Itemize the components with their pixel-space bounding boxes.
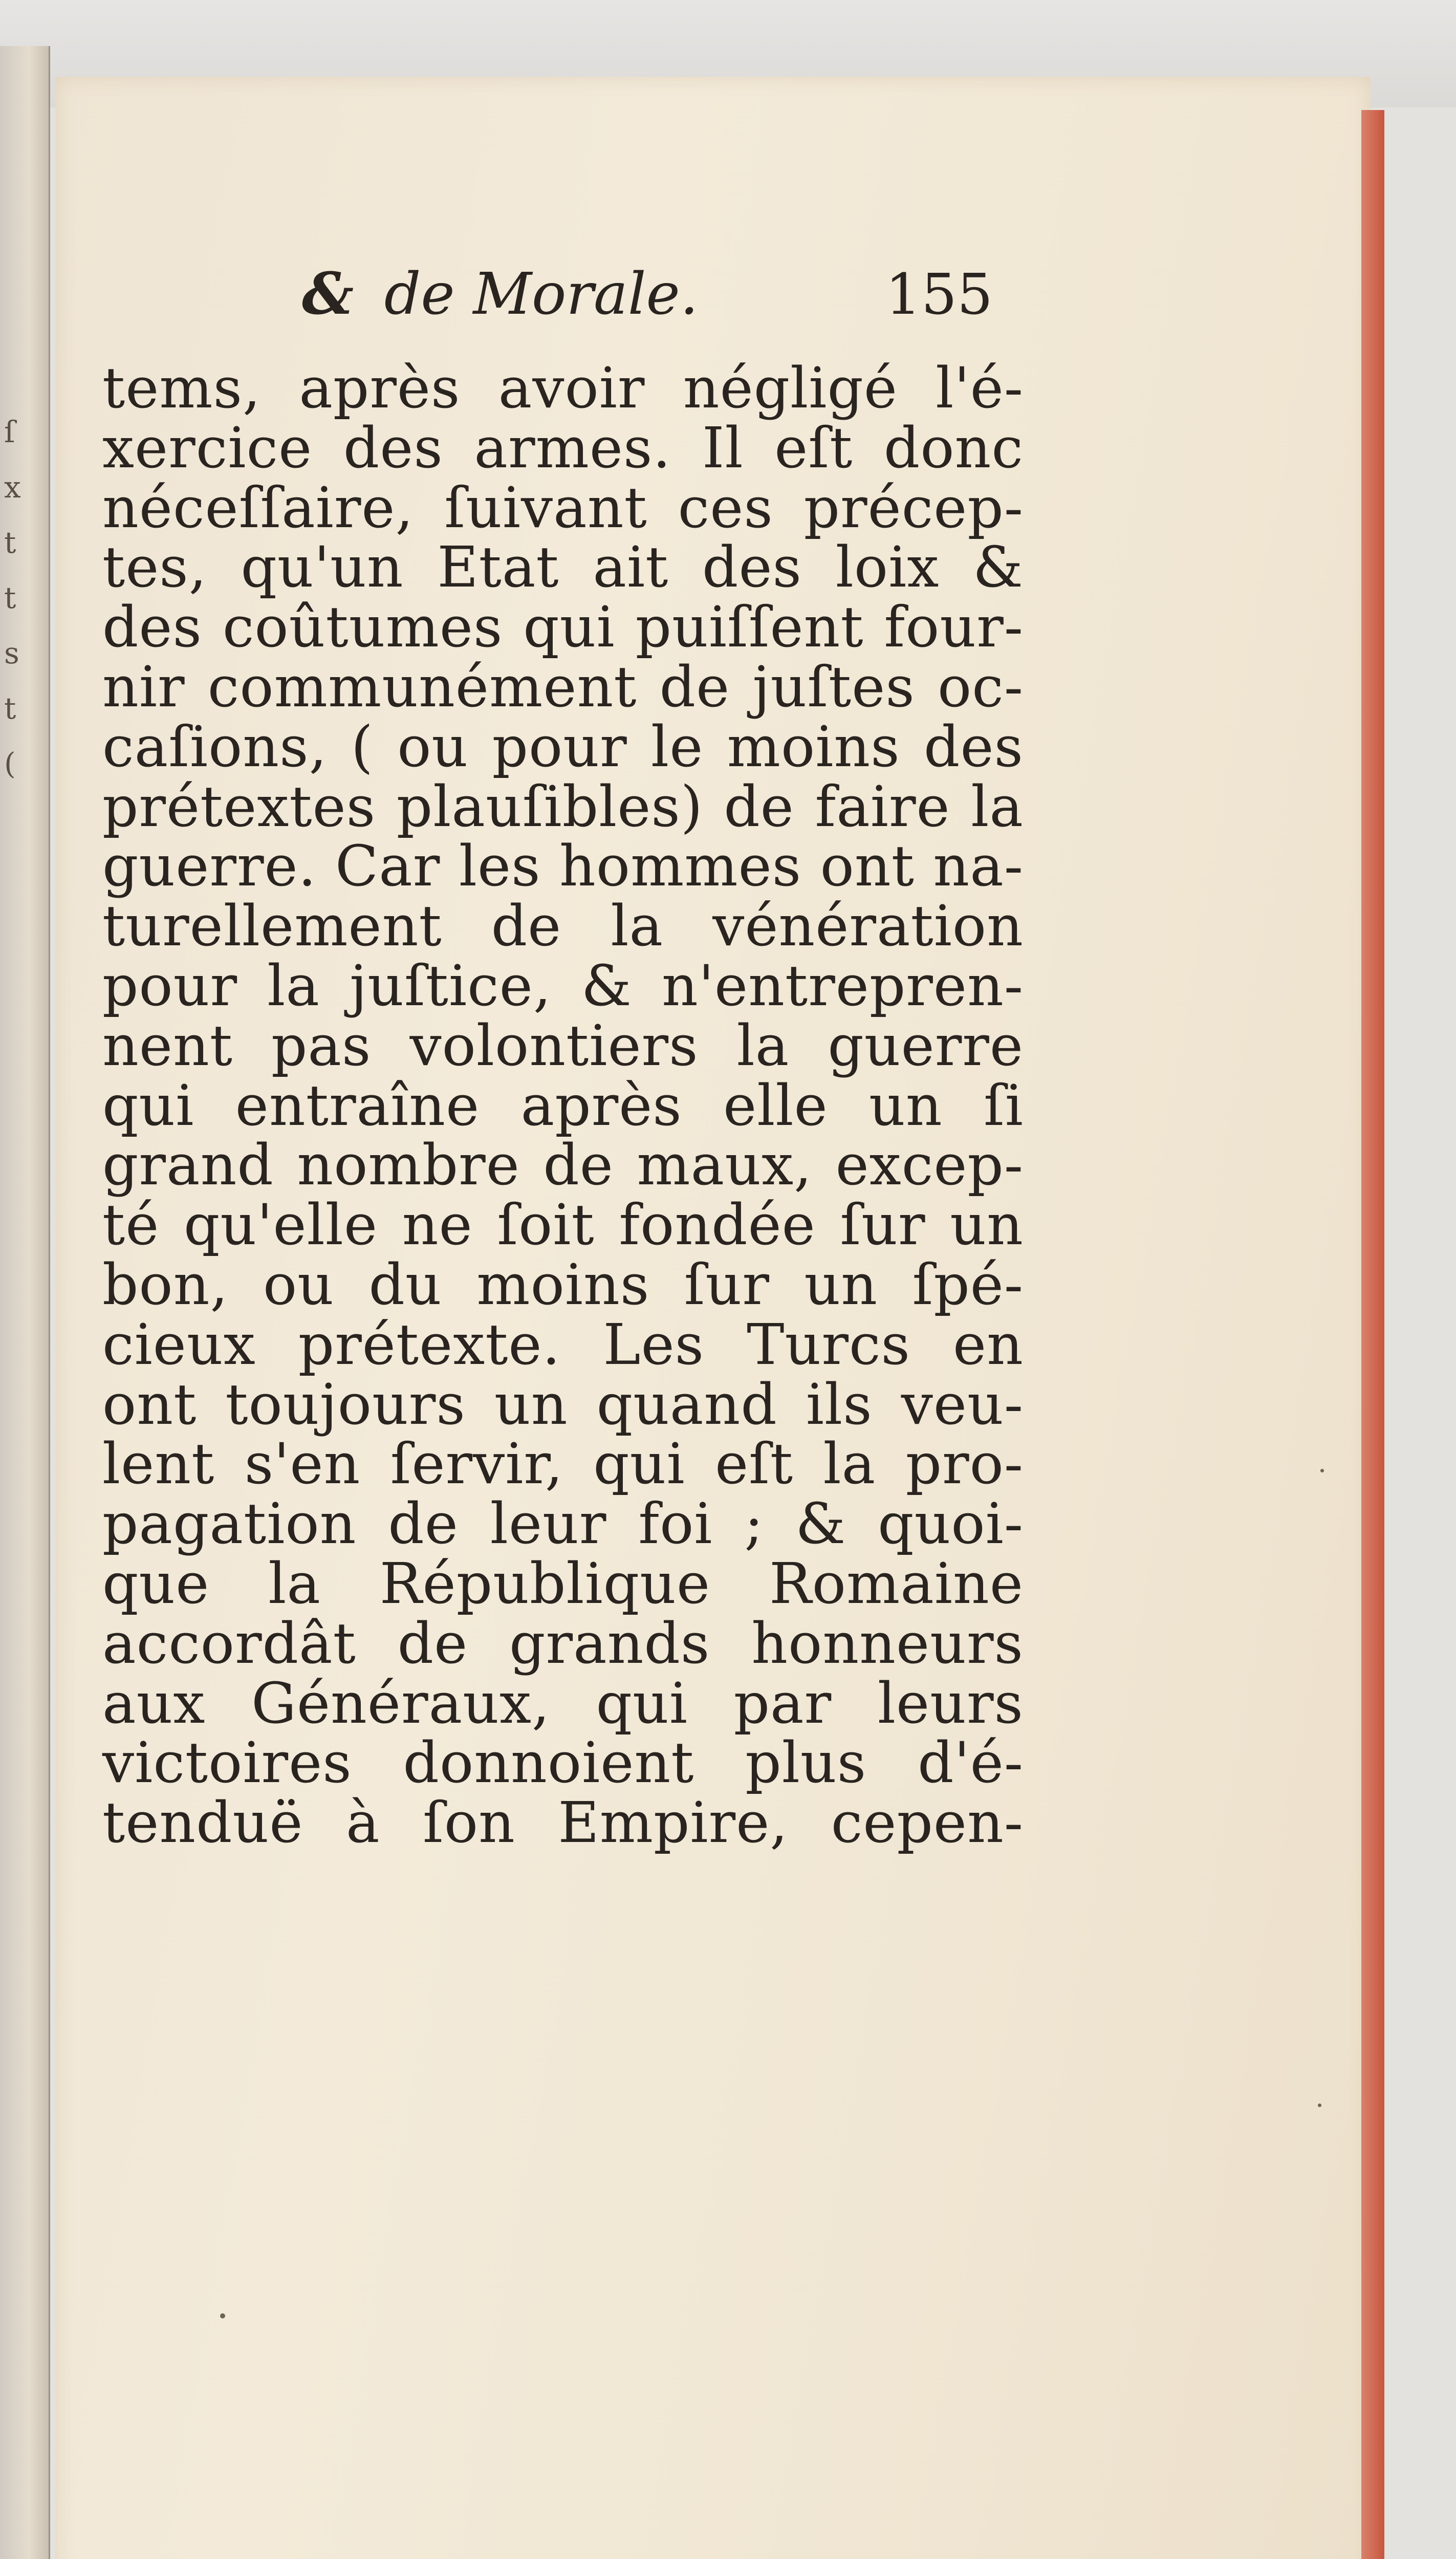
previous-page-char: t <box>4 580 16 615</box>
previous-page-char: t <box>4 525 16 560</box>
text-line: des coûtumes qui puiſſent four- <box>102 594 1024 660</box>
ink-speck <box>220 2313 225 2318</box>
text-line: aux Généraux, qui par leurs <box>102 1670 1024 1736</box>
text-line: cieux prétexte. Les Turcs en <box>102 1311 1024 1377</box>
text-line: prétextes plauſibles) de faire la <box>102 773 1024 839</box>
text-line: pour la juſtice, & n'entrepren- <box>102 952 1024 1018</box>
previous-page-char: x <box>4 470 21 505</box>
text-line: qui entraîne après elle un ſi <box>102 1072 1024 1138</box>
text-line: caſions, ( ou pour le moins des <box>102 713 1024 779</box>
ampersand-ornament: & <box>302 261 354 328</box>
text-line: turellement de la vénération <box>102 893 1024 959</box>
running-header <box>302 261 1018 328</box>
text-line: nir communément de juſtes oc- <box>102 654 1024 720</box>
ink-speck <box>1318 2103 1321 2107</box>
text-line: xercice des armes. Il eſt donc <box>102 415 1024 481</box>
text-line: bon, ou du moins ſur un ſpé- <box>102 1251 1024 1317</box>
text-line: victoires donnoient plus d'é- <box>102 1730 1024 1796</box>
text-line: accordât de grands honneurs <box>102 1610 1024 1676</box>
text-line: tes, qu'un Etat ait des loix & <box>102 534 1024 600</box>
previous-page-margin-text <box>4 404 35 791</box>
text-line: nent pas volontiers la guerre <box>102 1012 1024 1078</box>
text-line: ont toujours un quand ils veu- <box>102 1371 1024 1437</box>
text-line: lent s'en ſervir, qui eſt la pro- <box>102 1431 1024 1497</box>
page-number: 155 <box>885 262 993 327</box>
text-line: tenduë à ſon Empire, cepen- <box>102 1790 1024 1856</box>
red-fore-edge <box>1361 110 1384 2559</box>
running-title: de Morale. <box>384 261 699 328</box>
text-line: guerre. Car les hommes ont na- <box>102 833 1024 899</box>
ink-speck <box>1320 1469 1324 1472</box>
previous-page-char: ( <box>4 746 16 781</box>
text-line: que la République Romaine <box>102 1550 1024 1616</box>
previous-page-char: s <box>4 636 19 670</box>
previous-page-char: ſ <box>4 415 15 449</box>
text-line: tems, après avoir négligé l'é- <box>102 355 1024 421</box>
text-line: néceſſaire, ſuivant ces précep- <box>102 474 1024 540</box>
text-line: té qu'elle ne ſoit fondée ſur un <box>102 1192 1024 1258</box>
text-line: grand nombre de maux, excep- <box>102 1132 1024 1198</box>
body-text <box>102 355 1024 1856</box>
previous-page-char: t <box>4 691 16 726</box>
text-line: pagation de leur foi ; & quoi- <box>102 1491 1024 1557</box>
previous-page-edge <box>0 46 50 2559</box>
